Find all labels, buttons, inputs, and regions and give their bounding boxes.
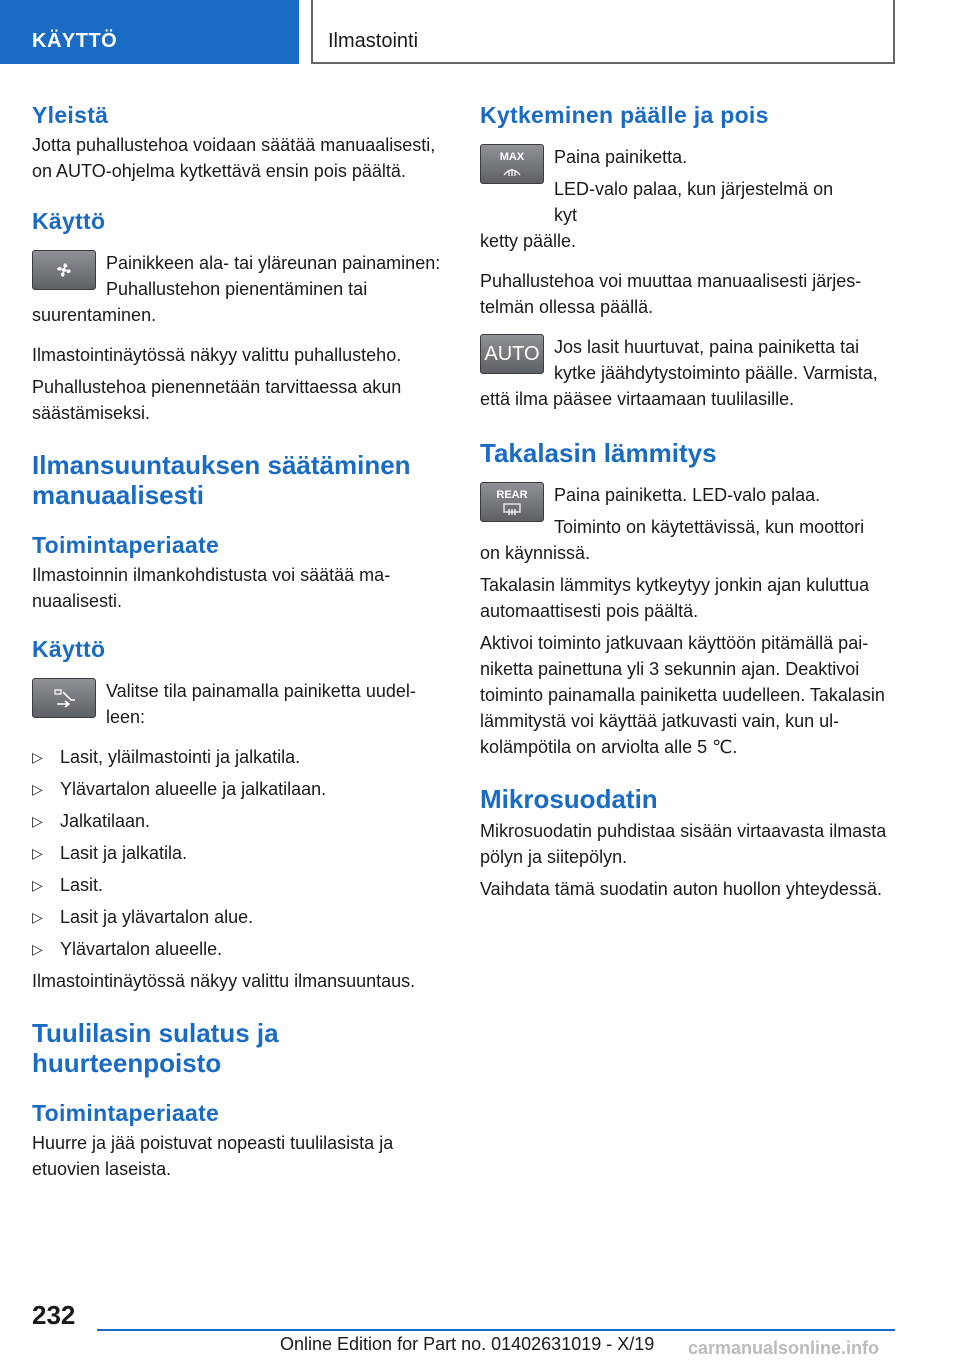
list-item: ▷ Lasit, yläilmastointi ja jalkatila.	[32, 744, 442, 770]
edition-text: Online Edition for Part no. 01402631019 - X/19	[280, 1334, 655, 1354]
left-column	[32, 100, 442, 1182]
paragraph: LED-valo palaa, kun järjestelmä on kyt	[554, 179, 834, 225]
paragraph: Mikrosuodatin puhdistaa sisään virtaavasta ilmasta pölyn ja siitepölyn.	[480, 821, 887, 867]
watermark: carmanualsonline.info	[688, 1338, 880, 1358]
heading-yleista: Yleistä	[32, 102, 109, 128]
triangle-bullet-icon: ▷	[32, 813, 43, 829]
auto-button-icon	[480, 334, 544, 374]
fan-button-icon	[32, 250, 96, 290]
button-instruction	[480, 482, 890, 540]
auto-button-label: AUTO	[484, 342, 540, 365]
air-distribution-button-icon	[32, 678, 96, 718]
max-button-label: MAX	[499, 151, 525, 163]
footer-divider	[97, 1329, 895, 1331]
paragraph: Huurre ja jää poistuvat nopeasti tuulilasista ja etuovien laseista.	[32, 1133, 394, 1179]
paragraph: Ilmastoinnin ilmankohdistusta voi säätää manuaalisesti.	[32, 565, 391, 611]
list-item: ▷ Lasit ja jalkatila.	[32, 840, 442, 866]
air-distribution-icon	[49, 686, 79, 710]
paragraph: Vaihdata tämä suodatin auton huollon yhteydessä.	[480, 879, 882, 899]
triangle-bullet-icon: ▷	[32, 877, 43, 893]
heading-kaytto: Käyttö	[32, 636, 106, 662]
paragraph: suurentaminen.	[32, 305, 157, 325]
page-number: 232	[32, 1300, 76, 1330]
paragraph: Ilmastointinäytössä näkyy valittu puhallusteho.	[32, 345, 402, 365]
list-item: ▷ Ylävartalon alueelle.	[32, 936, 442, 962]
paragraph: Puhallustehoa pienennetään tarvittaessa akun säästämiseksi.	[32, 377, 402, 423]
heading-toimintaperiaate: Toimintaperiaate	[32, 1100, 220, 1126]
paragraph: että ilma pääsee virtaamaan tuulilasille.	[480, 389, 795, 409]
triangle-bullet-icon: ▷	[32, 845, 43, 861]
button-instruction	[32, 250, 442, 302]
paragraph: Ilmastointinäytössä näkyy valittu ilmansuuntaus.	[32, 971, 416, 991]
rear-button-icon	[480, 482, 544, 522]
rear-defrost-icon	[502, 503, 522, 515]
paragraph: Puhallustehoa voi muuttaa manuaalisesti järjestelmän ollessa päällä.	[480, 271, 862, 317]
heading-toimintaperiaate: Toimintaperiaate	[32, 532, 220, 558]
right-column	[480, 100, 890, 902]
mode-list	[32, 744, 442, 962]
paragraph: Toiminto on käytettävissä, kun moottori	[554, 517, 865, 537]
paragraph: Takalasin lämmitys kytkeytyy jonkin ajan kuluttua automaattisesti pois päältä.	[480, 575, 870, 621]
rear-button-label: REAR	[496, 489, 528, 501]
list-item: ▷ Lasit ja ylävartalon alue.	[32, 904, 442, 930]
chapter-title: Ilmastointi	[311, 0, 895, 64]
heading-kytkeminen: Kytkeminen päälle ja pois	[480, 102, 769, 128]
list-item: ▷ Lasit.	[32, 872, 442, 898]
heading-takalasi: Takalasin lämmitys	[480, 438, 717, 468]
paragraph: Paina painiketta. LED-valo palaa.	[554, 485, 821, 505]
triangle-bullet-icon: ▷	[32, 749, 43, 765]
list-item: ▷ Jalkatilaan.	[32, 808, 442, 834]
triangle-bullet-icon: ▷	[32, 781, 43, 797]
heading-kaytto: Käyttö	[32, 208, 106, 234]
page-header	[0, 0, 960, 66]
heading-tuulilasi: Tuulilasin sulatus ja huurteenpoisto	[32, 1018, 279, 1078]
paragraph: Paina painiketta.	[554, 147, 688, 167]
paragraph: Jotta puhallustehoa voidaan säätää manuaalisesti, on AUTO-ohjelma kytkettävä ensin pois päältä.	[32, 135, 436, 181]
paragraph: Painikkeen ala- tai yläreunan painaminen: Puhallustehon pienentäminen tai	[106, 253, 441, 299]
button-instruction	[32, 678, 442, 730]
paragraph: on käynnissä.	[480, 543, 591, 563]
heading-ilmansuuntaus: Ilmansuuntauksen säätäminen manuaalisesti	[32, 450, 411, 510]
section-tab: KÄYTTÖ	[0, 0, 299, 64]
paragraph: Jos lasit huurtuvat, paina painiketta tai kytke jäähdytystoiminto päälle. Varmista,	[554, 337, 878, 383]
triangle-bullet-icon: ▷	[32, 941, 43, 957]
heading-mikrosuodatin: Mikrosuodatin	[480, 784, 658, 814]
triangle-bullet-icon: ▷	[32, 909, 43, 925]
list-item: ▷ Ylävartalon alueelle ja jalkatilaan.	[32, 776, 442, 802]
defrost-icon	[502, 165, 522, 177]
fan-icon	[53, 261, 75, 279]
max-button-icon	[480, 144, 544, 184]
button-instruction	[480, 334, 890, 386]
paragraph: Aktivoi toiminto jatkuvaan käyttöön pitämällä painiketta painettuna yli 3 sekunnin ajan. Deaktivoi toiminto painamalla painiketta uudelleen. Takalasin lämmitystä voi käyttää jatkuvasti vain, kun ulkolämpötila on arviolta alle 5 ℃.	[480, 633, 885, 757]
button-instruction	[480, 144, 890, 228]
paragraph: ketty päälle.	[480, 231, 577, 251]
paragraph: Valitse tila painamalla painiketta uudelleen:	[106, 681, 416, 727]
